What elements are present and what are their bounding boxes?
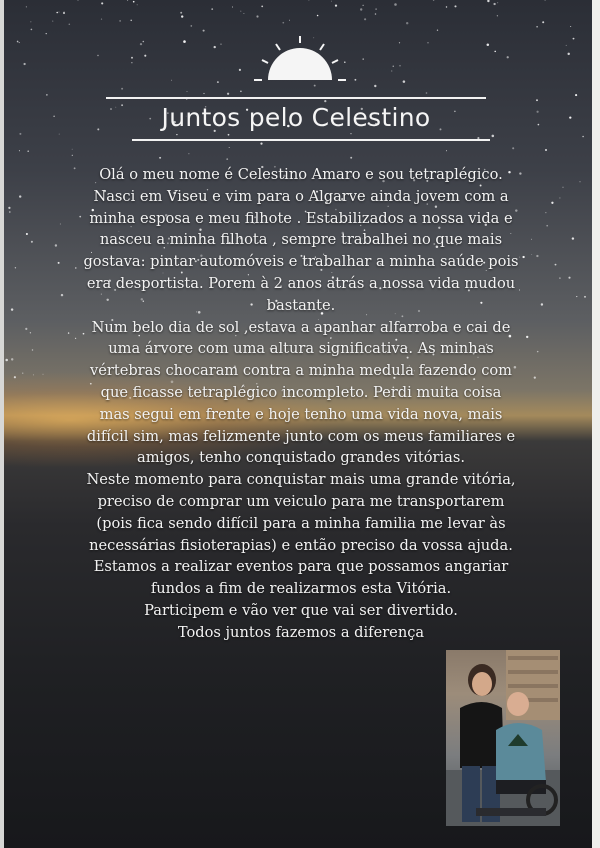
story-line: Estamos a realizar eventos para que possamos angariar <box>93 558 509 576</box>
story-line: que ficasse tetraplégico incompleto. Perdi muita coisa <box>100 383 502 401</box>
story-line: uma árvore com uma altura significativa. As minhas <box>108 340 494 358</box>
story-line: Olá o meu nome é Celestino Amaro e sou tetraplégico. <box>99 166 503 183</box>
story-line: gostava: pintar automóveis e trabalhar a minha saúde pois <box>83 253 519 271</box>
story-line: (pois fica sendo difícil para a minha familia me levar às <box>96 514 506 532</box>
story-line: nasceu a minha filhota , sempre trabalhei no que mais <box>99 231 503 249</box>
story-line: Neste momento para conquistar mais uma grande vitória, <box>86 471 516 489</box>
sunrise-icon <box>250 32 350 84</box>
couple-photo <box>446 650 560 826</box>
story-line: Participem e vão ver que vai ser divertido. <box>144 601 458 619</box>
story-line: vértebras chocaram contra a minha medula fazendo com <box>89 362 513 380</box>
title-rule-bottom <box>132 139 490 141</box>
right-border <box>592 0 600 848</box>
story-line: Todos juntos fazemos a diferença <box>177 623 425 641</box>
left-border <box>0 0 4 848</box>
story-line: mas segui em frente e hoje tenho uma vida nova, mais <box>99 405 503 423</box>
story-line: fundos a fim de realizarmos esta Vitória. <box>150 580 452 598</box>
poster-title: Juntos pelo Celestino <box>161 103 431 132</box>
story-line: amigos, tenho conquistado grandes vitórias. <box>137 449 465 467</box>
story-line: necessárias fisioterapias) e então preciso da vossa ajuda. <box>89 536 513 554</box>
story-text <box>70 164 532 644</box>
story-line: preciso de comprar um veiculo para me transportarem <box>97 492 505 510</box>
story-line: era desportista. Porem à 2 anos atrás a nossa vida mudou <box>86 274 516 292</box>
story-line: minha esposa e meu filhote . Estabilizados a nossa vida e <box>89 209 513 227</box>
story-line: difícil sim, mas felizmente junto com os meus familiares e <box>86 427 516 445</box>
story-line: bastante. <box>266 296 336 314</box>
title-rule-top <box>106 97 486 99</box>
story-line: Nasci em Viseu e vim para o Algarve ainda jovem com a <box>93 187 509 205</box>
story-line: Num belo dia de sol ,estava a apanhar alfarroba e cai de <box>91 318 511 336</box>
